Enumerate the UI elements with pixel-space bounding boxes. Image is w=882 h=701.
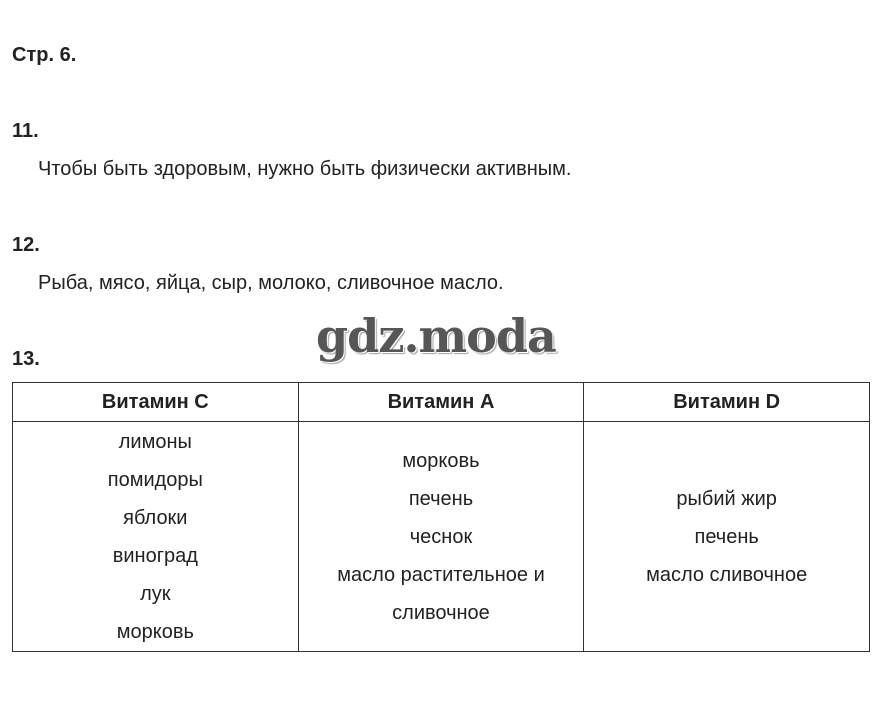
list-item: яблоки bbox=[123, 506, 188, 529]
list-item: масло сливочное bbox=[646, 563, 808, 586]
header-vitamin-a: Витамин А bbox=[298, 383, 584, 422]
list-item: печень bbox=[408, 487, 474, 510]
list-item: печень bbox=[694, 525, 759, 548]
list-item: лимоны bbox=[118, 430, 192, 453]
list-item: масло растительное и bbox=[337, 563, 545, 586]
list-item: помидоры bbox=[107, 468, 203, 491]
list-item: чеснок bbox=[409, 525, 473, 548]
vitamin-table bbox=[12, 382, 870, 652]
list-item: виноград bbox=[112, 544, 198, 567]
vitamin-c-cell bbox=[13, 422, 299, 652]
table-row bbox=[13, 422, 870, 652]
list-item: лук bbox=[140, 582, 171, 605]
vitamin-a-cell bbox=[298, 422, 584, 652]
page-number: Стр. 6. bbox=[12, 44, 77, 66]
list-item: морковь bbox=[402, 449, 480, 472]
question-12-answer: Рыба, мясо, яйца, сыр, молоко, сливочное масло. bbox=[38, 272, 504, 294]
header-vitamin-d: Витамин D bbox=[584, 383, 870, 422]
header-vitamin-c: Витамин С bbox=[13, 383, 299, 422]
watermark-logo: gdz.moda bbox=[316, 309, 556, 363]
question-13-number: 13. bbox=[12, 348, 40, 370]
vitamin-d-cell bbox=[584, 422, 870, 652]
question-11-answer: Чтобы быть здоровым, нужно быть физически активным. bbox=[38, 158, 572, 180]
question-12-number: 12. bbox=[12, 234, 40, 256]
list-item: рыбий жир bbox=[676, 487, 777, 510]
list-item: морковь bbox=[116, 620, 194, 643]
question-11-number: 11. bbox=[12, 120, 39, 142]
list-item: сливочное bbox=[392, 601, 490, 624]
table-header-row bbox=[13, 383, 870, 422]
